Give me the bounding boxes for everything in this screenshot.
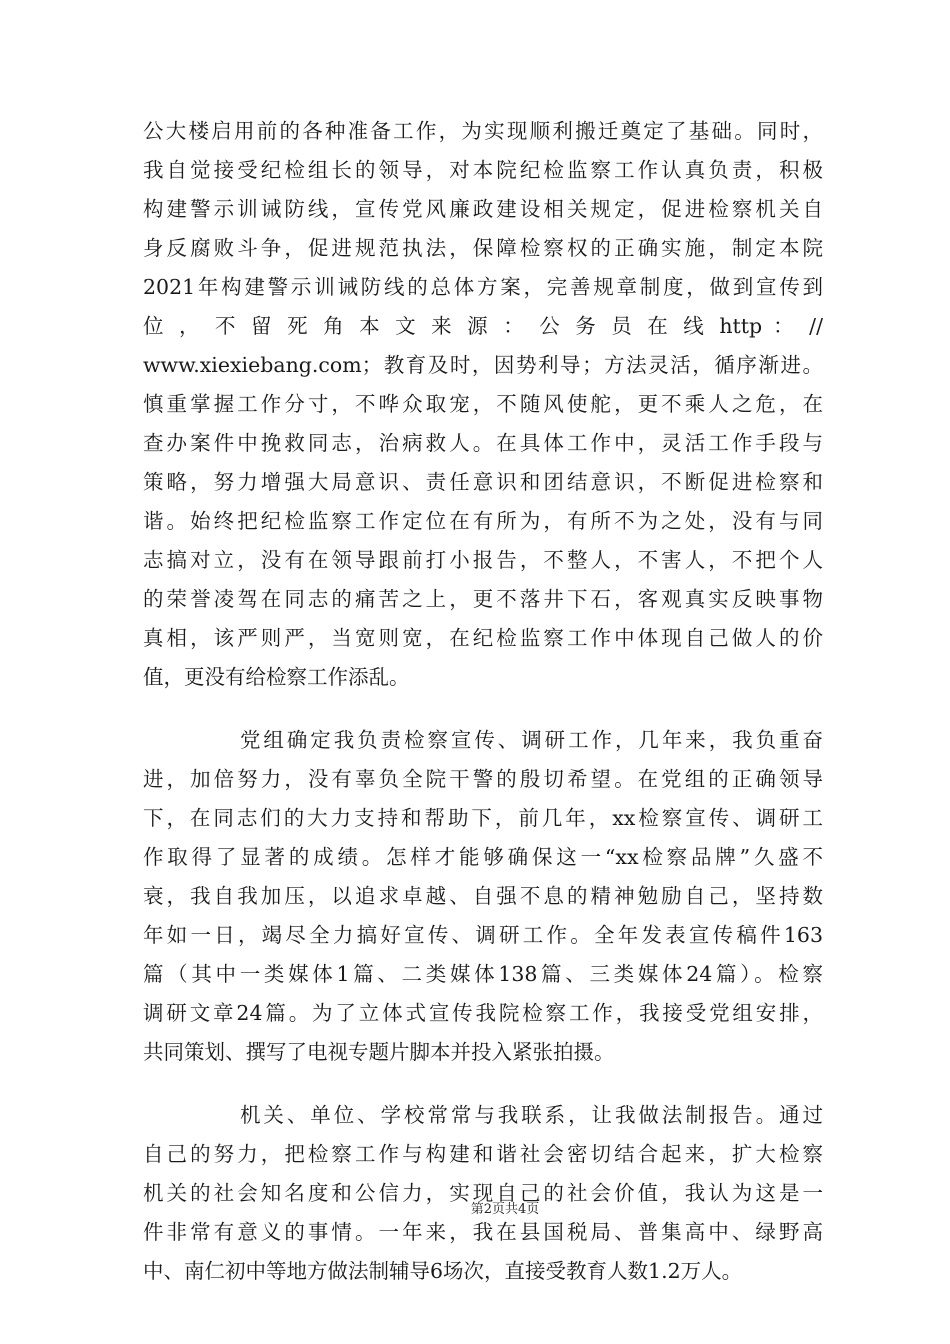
paragraph-line: 策略，努力增强大局意识、责任意识和团结意识，不断促进检察和	[143, 470, 823, 494]
paragraph-line: 2021年构建警示训诫防线的总体方案，完善规章制度，做到宣传到	[143, 275, 823, 299]
paragraph-line: 真相，该严则严，当宽则宽，在纪检监察工作中体现自己做人的价	[143, 626, 823, 650]
paragraph-line: 篇（其中一类媒体1篇、二类媒体138篇、三类媒体24篇）。检察	[143, 962, 823, 986]
paragraph-line: 党组确定我负责检察宣传、调研工作，几年来，我负重奋	[240, 728, 823, 752]
paragraph-line: 身反腐败斗争，促进规范执法，保障检察权的正确实施，制定本院	[143, 236, 823, 260]
paragraph-line: 值，更没有给检察工作添乱。	[143, 665, 410, 689]
paragraph-line: 位 ， 不 留 死 角 本 文 来 源 ： 公 务 员 在 线 http ： //	[143, 314, 823, 338]
paragraph-line: 件非常有意义的事情。一年来，我在县国税局、普集高中、绿野高	[143, 1220, 823, 1244]
paragraph-line: 年如一日，竭尽全力搞好宣传、调研工作。全年发表宣传稿件163	[143, 923, 823, 947]
paragraph-line: 构建警示训诫防线，宣传党风廉政建设相关规定，促进检察机关自	[143, 197, 823, 221]
paragraph-line: 作取得了显著的成绩。怎样才能够确保这一“xx检察品牌”久盛不	[143, 845, 823, 869]
paragraph-line: www.xiexiebang.com；教育及时，因势利导；方法灵活，循序渐进。	[143, 353, 823, 377]
paragraph-line: 志搞对立，没有在领导跟前打小报告，不整人，不害人，不把个人	[143, 548, 823, 572]
paragraph-line: 查办案件中挽救同志，治病救人。在具体工作中，灵活工作手段与	[143, 431, 823, 455]
page-number-footer: 第2页共4页	[470, 1202, 540, 1217]
paragraph-line: 谐。始终把纪检监察工作定位在有所为，有所不为之处，没有与同	[143, 509, 823, 533]
paragraph-line: 公大楼启用前的各种准备工作，为实现顺利搬迁奠定了基础。同时，	[143, 119, 823, 143]
paragraph-line: 下，在同志们的大力支持和帮助下，前几年，xx检察宣传、调研工	[143, 806, 823, 830]
paragraph-line: 自己的努力，把检察工作与构建和谐社会密切结合起来，扩大检察	[143, 1142, 823, 1166]
paragraph-line: 我自觉接受纪检组长的领导，对本院纪检监察工作认真负责，积极	[143, 158, 823, 182]
paragraph-line: 衰，我自我加压，以追求卓越、自强不息的精神勉励自己，坚持数	[143, 884, 823, 908]
paragraph-line: 慎重掌握工作分寸，不哗众取宠，不随风使舵，更不乘人之危，在	[143, 392, 823, 416]
paragraph-line: 共同策划、撰写了电视专题片脚本并投入紧张拍摄。	[143, 1040, 615, 1064]
paragraph-line: 进，加倍努力，没有辜负全院干警的殷切希望。在党组的正确领导	[143, 767, 823, 791]
paragraph-line: 机关的社会知名度和公信力，实现自己的社会价值，我认为这是一	[143, 1181, 823, 1205]
document-body	[143, 112, 823, 1291]
paragraph-line: 机关、单位、学校常常与我联系，让我做法制报告。通过	[240, 1103, 823, 1127]
paragraph-line: 中、南仁初中等地方做法制辅导6场次，直接受教育人数1.2万人。	[143, 1259, 743, 1283]
paragraph-line: 调研文章24篇。为了立体式宣传我院检察工作，我接受党组安排，	[143, 1001, 823, 1025]
paragraph-line: 的荣誉凌驾在同志的痛苦之上，更不落井下石，客观真实反映事物	[143, 587, 823, 611]
